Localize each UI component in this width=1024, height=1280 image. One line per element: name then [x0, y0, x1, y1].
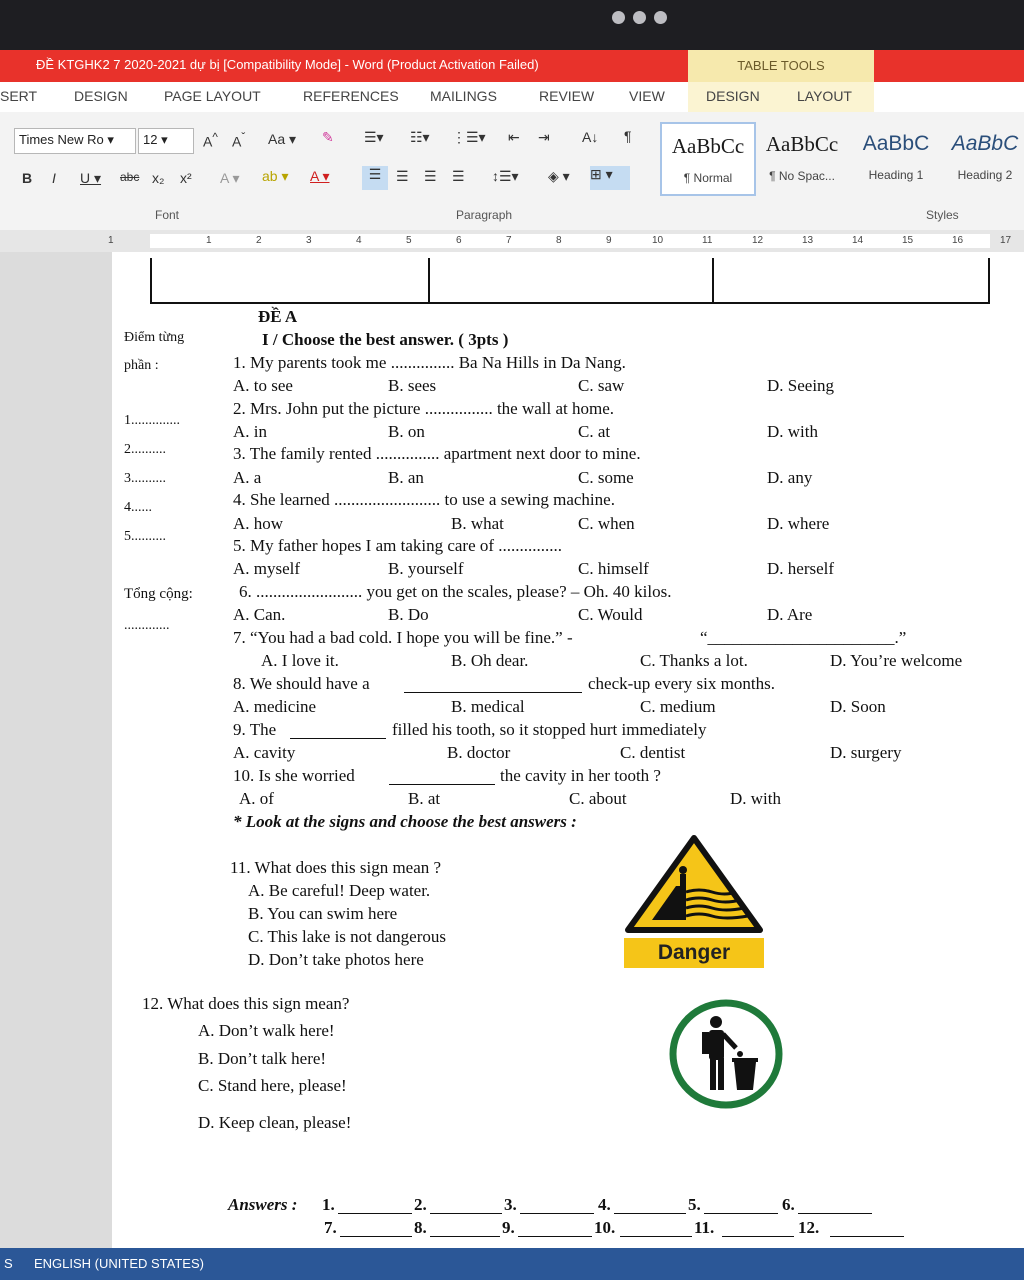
multilevel-icon[interactable]: ⋮☰▾: [452, 129, 486, 145]
question-8-rest: check-up every six months.: [588, 674, 775, 693]
score-label-2: phần :: [124, 358, 159, 373]
signs-heading: * Look at the signs and choose the best answers :: [233, 812, 577, 831]
answer-7: 7.: [324, 1218, 337, 1237]
q2-option-a[interactable]: A. in: [233, 422, 267, 441]
answer-8: 8.: [414, 1218, 427, 1237]
q3-option-c[interactable]: C. some: [578, 468, 634, 487]
q8-option-c[interactable]: C. medium: [640, 697, 716, 716]
q1-option-a[interactable]: A. to see: [233, 376, 293, 395]
q10-option-b[interactable]: B. at: [408, 789, 441, 808]
style-no-spacing[interactable]: AaBbCc ¶ No Spac...: [765, 132, 839, 183]
q8-option-a[interactable]: A. medicine: [233, 697, 317, 716]
q5-option-c[interactable]: C. himself: [578, 559, 649, 578]
subscript-icon[interactable]: x₂: [152, 170, 165, 186]
strikethrough-icon[interactable]: abc: [120, 170, 140, 184]
align-center-icon[interactable]: ☰: [396, 168, 409, 184]
answer-10: 10.: [594, 1218, 616, 1237]
question-9-rest: filled his tooth, so it stopped hurt immediately: [392, 720, 707, 739]
q12-option-a[interactable]: A. Don’t walk here!: [198, 1021, 335, 1040]
q5-option-b[interactable]: B. yourself: [388, 559, 464, 578]
shrink-font-icon[interactable]: $A^ˇ$: [232, 131, 246, 150]
line-spacing-icon[interactable]: ↕☰▾: [492, 168, 519, 184]
font-color-icon[interactable]: A ▾: [310, 168, 330, 184]
window-dots[interactable]: [612, 11, 667, 24]
q7-option-c[interactable]: C. Thanks a lot.: [640, 651, 748, 670]
score-4: 4......: [124, 500, 152, 515]
q5-option-a[interactable]: A. myself: [233, 559, 301, 578]
q1-option-d[interactable]: D. Seeing: [767, 376, 835, 395]
window-title: ĐỀ KTGHK2 7 2020-2021 dự bị [Compatibility Mode] - Word (Product Activation Failed): [36, 57, 539, 72]
answer-11: 11.: [694, 1218, 715, 1237]
danger-label: Danger: [624, 938, 764, 968]
q4-option-b[interactable]: B. what: [451, 514, 504, 533]
italic-icon[interactable]: I: [52, 170, 56, 186]
answer-12: 12.: [798, 1218, 820, 1237]
grow-font-icon[interactable]: A^: [203, 131, 218, 150]
test-heading: ĐỀ A: [258, 307, 298, 326]
score-3: 3..........: [124, 471, 166, 486]
q6-option-c[interactable]: C. Would: [578, 605, 643, 624]
paragraph-group-label: Paragraph: [456, 208, 513, 222]
q10-option-d[interactable]: D. with: [730, 789, 781, 808]
q2-option-b[interactable]: B. on: [388, 422, 425, 441]
q12-option-b[interactable]: B. Don’t talk here!: [198, 1049, 327, 1068]
font-size-box[interactable]: 12 ▾: [138, 128, 194, 154]
q7-option-b[interactable]: B. Oh dear.: [451, 651, 529, 670]
q8-option-b[interactable]: B. medical: [451, 697, 525, 716]
tab-table-design[interactable]: DESIGN: [706, 88, 760, 104]
question-7: 7. “You had a bad cold. I hope you will be fine.” -: [233, 628, 573, 647]
page-indicator[interactable]: S: [4, 1256, 13, 1271]
table-tools-label: TABLE TOOLS: [688, 50, 874, 82]
q7-option-a[interactable]: A. I love it.: [261, 651, 339, 670]
q12-option-d[interactable]: D. Keep clean, please!: [198, 1113, 352, 1132]
score-5: 5..........: [124, 529, 166, 544]
tab-review[interactable]: REVIEW: [539, 88, 595, 104]
borders-icon[interactable]: ⊞ ▾: [590, 166, 630, 190]
q8-option-d[interactable]: D. Soon: [830, 697, 886, 716]
q4-option-a[interactable]: A. how: [233, 514, 284, 533]
style-heading-2[interactable]: AaBbC Heading 2: [951, 132, 1019, 182]
q9-option-c[interactable]: C. dentist: [620, 743, 686, 762]
font-group-label: Font: [155, 208, 180, 222]
tab-page-layout[interactable]: PAGE LAYOUT: [164, 88, 261, 104]
q9-option-a[interactable]: A. cavity: [233, 743, 296, 762]
q6-option-a[interactable]: A. Can.: [233, 605, 286, 624]
q9-option-d[interactable]: D. surgery: [830, 743, 902, 762]
question-1: 1. My parents took me ............... Ba Na Hills in Da Nang.: [233, 353, 626, 372]
style-normal[interactable]: AaBbCc ¶ Normal: [660, 122, 756, 196]
answers-label: Answers :: [228, 1195, 298, 1214]
align-left-icon[interactable]: ☰: [362, 166, 388, 190]
font-name-box[interactable]: Times New Ro ▾: [14, 128, 136, 154]
question-4: 4. She learned ......................... to use a sewing machine.: [233, 490, 615, 509]
answer-5: 5.: [688, 1195, 701, 1214]
q3-option-a[interactable]: A. a: [233, 468, 262, 487]
keep-clean-sign-icon: [668, 998, 784, 1110]
question-5: 5. My father hopes I am taking care of ...............: [233, 536, 563, 555]
justify-icon[interactable]: ☰: [452, 168, 465, 184]
total-label: Tổng cộng:: [124, 586, 193, 602]
danger-deep-water-sign-icon: [624, 834, 764, 934]
q7-option-d[interactable]: D. You’re welcome: [830, 651, 963, 670]
tab-view[interactable]: VIEW: [629, 88, 665, 104]
score-2: 2..........: [124, 442, 166, 457]
answer-6: 6.: [782, 1195, 795, 1214]
q4-option-d[interactable]: D. where: [767, 514, 830, 533]
q1-option-b[interactable]: B. sees: [388, 376, 437, 395]
answer-2: 2.: [414, 1195, 427, 1214]
ribbon-tabs: [0, 82, 1024, 113]
q3-option-d[interactable]: D. any: [767, 468, 813, 487]
section-1-heading: I / Choose the best answer. ( 3pts ): [262, 330, 509, 349]
bold-icon[interactable]: B: [22, 170, 33, 186]
style-heading-1[interactable]: AaBbC Heading 1: [862, 132, 930, 182]
tab-design[interactable]: DESIGN: [74, 88, 128, 104]
answer-3: 3.: [504, 1195, 517, 1214]
answer-4: 4.: [598, 1195, 611, 1214]
q11-option-c[interactable]: C. This lake is not dangerous: [248, 927, 446, 946]
question-11: 11. What does this sign mean ?: [230, 858, 442, 877]
q12-option-c[interactable]: C. Stand here, please!: [198, 1076, 347, 1095]
score-1: 1..............: [124, 413, 180, 428]
q7-blank: “______________________.”: [700, 628, 907, 647]
q10-option-c[interactable]: C. about: [569, 789, 627, 808]
styles-group-label: Styles: [926, 208, 959, 222]
question-6: 6. ......................... you get on the scales, please? – Oh. 40 kilos.: [239, 582, 672, 601]
underline-icon[interactable]: U ▾: [80, 170, 102, 186]
tab-references[interactable]: REFERENCES: [303, 88, 399, 104]
align-right-icon[interactable]: ☰: [424, 168, 437, 184]
numbering-icon[interactable]: ☷▾: [410, 129, 430, 145]
q2-option-c[interactable]: C. at: [578, 422, 611, 441]
score-label: Điểm từng: [124, 330, 185, 345]
q4-option-c[interactable]: C. when: [578, 514, 635, 533]
question-10-rest: the cavity in her tooth ?: [500, 766, 661, 785]
decrease-indent-icon[interactable]: ⇤: [508, 129, 520, 145]
question-3: 3. The family rented ............... apartment next door to mine.: [233, 444, 641, 463]
answer-1: 1.: [322, 1195, 335, 1214]
q1-option-c[interactable]: C. saw: [578, 376, 625, 395]
q6-option-d[interactable]: D. Are: [767, 605, 813, 624]
clear-format-icon[interactable]: ✎: [322, 129, 334, 145]
answer-9: 9.: [502, 1218, 515, 1237]
question-2: 2. Mrs. John put the picture ................ the wall at home.: [233, 399, 615, 418]
pilcrow-icon[interactable]: ¶: [624, 128, 632, 144]
status-bar: [0, 1248, 1024, 1280]
bullets-icon[interactable]: ☰▾: [364, 129, 384, 145]
q11-option-a[interactable]: A. Be careful! Deep water.: [248, 881, 431, 900]
ribbon: [0, 112, 1024, 231]
change-case-icon[interactable]: Aa ▾: [268, 131, 297, 147]
tab-insert[interactable]: SERT: [0, 88, 38, 104]
sort-icon[interactable]: A↓: [582, 129, 599, 145]
q9-option-b[interactable]: B. doctor: [447, 743, 511, 762]
tab-table-layout[interactable]: LAYOUT: [797, 88, 852, 104]
q10-option-a[interactable]: A. of: [239, 789, 274, 808]
question-8: 8. We should have a: [233, 674, 370, 693]
screen-top-bar: [0, 0, 1024, 50]
increase-indent-icon[interactable]: ⇥: [538, 129, 550, 145]
tab-mailings[interactable]: MAILINGS: [430, 88, 497, 104]
text-effects-icon[interactable]: A ▾: [220, 170, 240, 186]
q5-option-d[interactable]: D. herself: [767, 559, 835, 578]
total-blank: .............: [124, 618, 170, 633]
q11-option-d[interactable]: D. Don’t take photos here: [248, 950, 424, 969]
q11-option-b[interactable]: B. You can swim here: [248, 904, 398, 923]
q3-option-b[interactable]: B. an: [388, 468, 424, 487]
question-10: 10. Is she worried: [233, 766, 355, 785]
highlight-icon[interactable]: ab ▾: [262, 168, 289, 184]
q6-option-b[interactable]: B. Do: [388, 605, 429, 624]
shading-icon[interactable]: ◈ ▾: [548, 168, 570, 184]
horizontal-ruler[interactable]: 1 1 2 3 4 5 6 7 8 9 10 11 12 13 14 15 16 17: [0, 230, 1024, 253]
superscript-icon[interactable]: x²: [180, 170, 192, 186]
question-12: 12. What does this sign mean?: [142, 994, 350, 1013]
q2-option-d[interactable]: D. with: [767, 422, 818, 441]
language-indicator[interactable]: ENGLISH (UNITED STATES): [34, 1256, 204, 1271]
question-9: 9. The: [233, 720, 277, 739]
